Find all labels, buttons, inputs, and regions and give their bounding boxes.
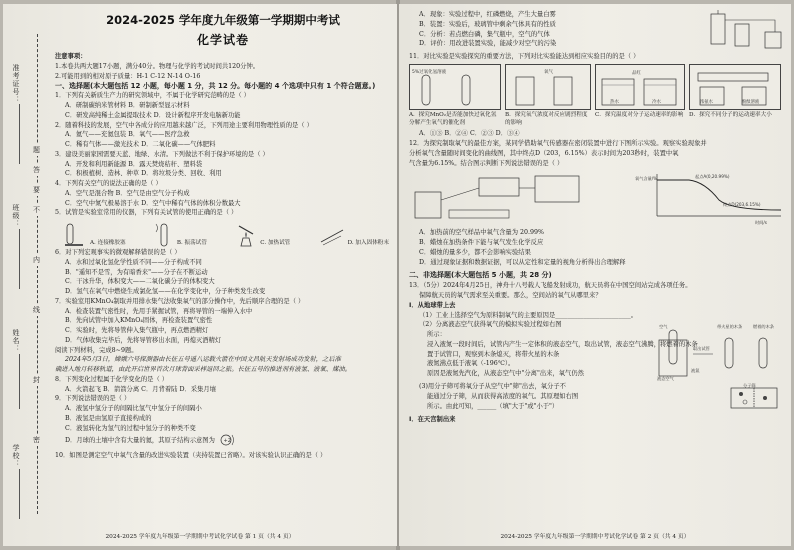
question-line: 分析氧气含量随时间变化的曲线图，其中终点D（203，6.15%）表示时间为203秒时，装置中氧 [409,149,679,157]
option-line: A．液氢中氢分子的间隔比氢气中氢分子的间隔小 [65,405,202,413]
fig-label-hot-water: 热水 [610,99,619,105]
option-line: A．现象：实验过程中，红磷燃烧，产生大量白雾 [419,11,556,18]
q10-options [409,10,699,52]
q10-block [409,10,785,52]
seal-word: 线 [33,306,40,314]
question-line: 浸入液氮一段时间后，试管内产生一定体积的液态空气，取出试管，液态空气沸腾，将燃着的木条 [427,340,698,348]
question-line: 所示。由此可知，______（填"大于"或"小于"） [427,402,559,410]
test-tube-stopper-icon [61,222,87,248]
exam-page-2 [399,4,791,546]
q5-option-b [154,222,207,248]
class-line [19,229,20,289]
apparatus-diagram [705,10,785,52]
option-line: A．研制碳纳米管材料 B．研制新型显示材料 [65,102,190,110]
note-line: 2.可能用到的相对原子质量：H-1 C-12 N-14 O-16 [55,72,201,80]
seal-word: 密 [33,436,40,444]
question-line: 3．建设美丽家园需要天蓝、地绿、水清。下列做法不利于保护环境的是（ ） [55,150,269,158]
q5-option-c [235,222,290,248]
exam-subtitle: 化学试卷 [196,33,249,47]
binding-margin [3,4,51,546]
fig-label-remove-tube: 取出试管 [693,346,710,352]
seal-word: 不 [33,206,40,214]
option-line: C．液氢转化为氢气的过程中氢分子的种类不变 [65,424,196,432]
seal-word: 题 [33,146,40,154]
q5-option-a-label: A. 连接橡胶塞 [90,240,126,247]
option-line: D．氢气在氧气中燃烧生成氯化氢——在化学变化中，分子种类发生改变 [65,288,266,296]
option-line: B．装置：实验后，玻璃管中剩余气体具有的性质 [419,20,556,28]
fig-label-dye: 品红 [632,70,641,76]
reading-intro: 阅读下列材料，完成8~9题。 [55,346,138,354]
option-line: C．稀有气体——激光技术 D．二氧化碳——气体肥料 [65,141,216,149]
subsection-heading: I．从地球带上去 [409,301,456,309]
question-line: 置于试管口，观察到木条熄灭，将带火星的木条 [427,350,560,358]
name-label: 姓名： [12,329,20,353]
fig-label-ember: 带火星的木条 [717,324,743,330]
atom-structure-icon [219,433,241,447]
fig-label-ammonia: 浓氨水 [700,99,713,105]
seal-word: 要 [33,186,40,194]
chart-start-point-label: 起点A(0,20.99%) [695,174,730,180]
q5-figures [55,218,395,248]
option-line: C．分析：若点燃白磷，集气瓶中，空气的气体 [419,30,550,38]
question-line: 液氮沸点低于液氧（-196℃）。 [427,360,515,368]
option-line: A．开发和利用新能源 B．露天焚烧秸秆、塑料袋 [65,160,203,168]
q11-captions [409,112,785,128]
option-line: A．加热前的空气样品中氧气含量为 20.99% [419,229,545,237]
option-line: B．先向试管中加入KMnO₄固体，再检查装置气密性 [65,317,213,325]
question-line: 11．对比实验是实验探究的重要方法，下列对比实验能达到相应实验目的的是（ ） [409,53,640,60]
svg-text:+2: +2 [223,438,231,445]
question-line: 9．下列说法错误的是（ ） [55,395,131,403]
option-line: C．干冰升华，体积变大——二氧化碳分子的体积变大 [65,278,215,286]
option-line: D．气体收集完毕后，先将导管移出水面，再熄灭酒精灯 [65,336,222,344]
option-line: C．实验时，先将导管伸入集气瓶中，再点燃酒精灯 [65,327,209,335]
question-line: (3)用分子筛可将氧分子从空气中"筛"出去，氧分子不 [419,383,566,391]
exam-title: 2024-2025 学年度九年级第一学期期中考试 [106,13,340,27]
question-line: 能通过分子筛，从而获得高浓度的氧气。其原理如右图 [427,393,579,400]
question-line: 5．试管是实验室常用的仪器，下列有关试管的使用正确的是（ ） [55,209,238,217]
ammonia-tube-diagram [690,65,780,109]
alcohol-lamp-icon [235,222,257,248]
class-label: 班级： [12,204,20,228]
peroxide-tubes-diagram [410,65,500,109]
chart-end-point-label: 终点D(203,6.15%) [723,202,761,208]
question-line: 4．下列有关空气的说法正确的是（ ） [55,180,162,188]
fig-label-sieve: 分子筛 [743,383,756,389]
q12-figures [409,170,785,226]
q5-option-a [61,222,126,248]
fig-label-air: 空气 [659,324,668,330]
q11-caption-a: A．探究MnO₂是否能加快过氧化氢分解产生氧气的催化剂 [409,111,497,126]
question-line: 6．对下列宏观事实的微观解释错误的是（ ） [55,249,181,257]
option-line: A．空气是混合物 B．空气是由空气分子构成 [65,189,190,197]
seal-word: 内 [33,256,40,264]
section-2-heading: 二、非选择题(本大题包括 5 小题，共 28 分) [409,271,552,280]
fig-label-flame: 燃着的木条 [753,324,774,330]
option-line: A．水和过氧化氢化学性质不同——分子构成不同 [65,258,202,266]
fig-label-liquid-nitrogen: 液氮 [691,368,700,374]
powder-spoon-icon [319,222,345,248]
seal-word: 封 [33,376,40,384]
question-line: 12．为探究制取氧气的最佳方案，某同学借助氧气传感器在密闭装置中进行下图所示实验。观察实验现象并 [409,140,707,148]
oxygen-bottles-diagram [506,65,590,109]
q5-option-c-label: C. 加热试管 [260,240,291,247]
section-1-heading: 一、选择题(本大题包括 12 小题，每小题 1 分，共 12 分。每小题的 4 个选项中只有 1 个符合题意。) [55,82,376,91]
option-line: B．蜡烛在加热条件下能与氧气发生化学反应 [419,239,544,247]
q11-fig-a [409,64,501,110]
fig-label-peroxide: 5%过氧化氢溶液 [412,69,447,75]
q13-part2 [409,320,785,382]
option-line: C．蜡烛的量多少，都不会影响实验结果 [419,248,531,256]
seal-word: 答 [33,166,40,174]
fig-label-phenol: 酚酞溶液 [742,99,760,105]
page-footer: 2024-2025 学年度九年级第一学期期中考试化学试卷 第 1 页（共 4 页） [105,534,295,540]
option-line: A．火箭起飞 B．箭箭分离 C．月背着陆 D．采集月壤 [65,385,216,393]
q11-figures [409,64,785,110]
school-label: 学校： [12,444,20,468]
liquid-air-diagram [655,320,785,382]
option-line: B．"遥知不是雪，为有暗香来"——分子在不断运动 [65,268,208,276]
fig-label-oxygen: 氧气 [544,69,553,75]
question-line: 原因是液氮先汽化，从液态空气中"分离"出来，氧气仍然 [427,370,584,377]
exam-id-line [19,104,20,164]
q11-fig-d [689,64,781,110]
question-line: 所示： [427,331,446,338]
water-beakers-diagram [596,65,684,109]
option-line: A．氦气——充氦包装 B．氧气——医疗急救 [65,131,190,139]
q5-option-d [319,222,389,248]
fig-label-cold-water: 冷水 [652,99,661,105]
page2-content [409,10,785,425]
chart-xlabel: 时间/s [755,220,767,226]
notes-header: 注意事项： [55,53,87,60]
subsection-heading: I．在天宫制出来 [409,416,456,424]
oxygen-curve-chart [635,170,785,226]
question-line: 8．下列变化过程属于化学变化的是（ ） [55,375,169,383]
q11-caption-c: C．探究温度对分子运动速率的影响 [595,111,684,118]
page-footer: 2024-2025 学年度九年级第一学期期中考试化学试卷 第 2 页（共 4 页） [500,534,690,540]
q11-answer-options: A．①③ B．②④ C．②③ D．③④ [419,130,520,138]
option-line: B．液氢是由氢原子直接构成的 [65,414,152,422]
option-line: A．检查装置气密性时，先用手紧握试管，再将导管的一端伸入水中 [65,307,253,315]
option-line: C．积极植树、造林、种草 D．将垃圾分类、回收、利用 [65,170,222,178]
q11-caption-d: D．探究不同分子的运动速率大小 [689,111,772,118]
q11-fig-c [595,64,685,110]
exam-id-label: 准考证号： [12,64,20,104]
question-line: （1）工业上选择空气为原料制氧气的主要原因是________________________。 [419,311,638,319]
school-line [19,469,20,519]
option-line: D．月球的土壤中含有大量的氦，其原子结构示意图为 [65,436,215,444]
q11-fig-b [505,64,591,110]
name-line [19,354,20,409]
q5-option-d-label: D. 加入固体粉末 [347,240,389,247]
q5-option-b-label: B. 振荡试管 [176,240,207,247]
option-line: D．评价：用改进装置实验，能减少对空气的污染 [419,40,557,48]
q13-part3 [409,382,785,412]
question-line: （2）分离液态空气获得氧气的模拟实验过程如右图 [419,321,562,329]
q13-part3-text [409,382,689,412]
fig-label-liquid-air: 液态空气 [657,376,674,382]
q11-caption-b: B．探究氧气浓度对反应剧烈程度的影响 [505,111,588,126]
molecular-sieve-diagram [725,382,785,412]
page1-content [55,52,395,461]
reading-passage: 确进入地月转移轨道，由此开启世界首次月球背面采样返回之旅。长征五号的推进剂有液氢、液氧、煤油。 [55,366,351,374]
reading-passage: 2024年5月3日，嫦娥六号探测器由长征五号遥八运载火箭在中国文昌航天发射场成功发射，之后准 [65,356,341,364]
option-line: C．空气中氮气极易溶于水 D．空气中稀有气体的体积分数最大 [65,199,241,207]
question-line: 1．下列有关新质生产力的研究领域中，不属于化学研究范畴的是（ ） [55,92,250,100]
note-line: 1.本卷共两大题17小题，满分40分。物理与化学的考试时间共120分钟。 [55,62,260,70]
question-line: 保障航天员的氧气需求至关重要。那么，空间站的氧气从哪里来？ [419,292,602,299]
exam-page-1 [3,4,397,546]
test-tube-shake-icon [154,222,174,248]
sensor-apparatus-diagram [409,170,589,226]
question-line: 7．实验室用KMnO₄制取并用排水集气法收集氧气的部分操作中，先后顺序合理的是（ ） [55,297,305,305]
option-d-row [55,433,395,447]
question-line: 气含量为6.15%。结合图示判断下列说法错误的是（ ） [409,159,564,167]
question-line: 13．（5分）2024年4月25日，神舟十八号载人飞船发射成功，航天员将在中国空间站完成各项任务。 [409,282,692,290]
option-line: D．通过现象证据和数据证据，可以从定性和定量的视角分析得出合理解释 [419,258,626,266]
q13-part2-text [409,320,698,382]
option-line: C．研发高纯稀土金属提取技术 D．设计新程序开发电脑新功能 [65,111,241,119]
question-line: 2．随着科技的发展，空气中各成分的应用越来越广泛，下列用途主要利用物理性质的是（ ） [55,121,313,129]
chart-ylabel: 氧气含量/% [635,176,658,182]
question-line: 10．如图是测定空气中氧气含量的改进实验装置（夹持装置已省略）。对该实验认识正确的是（ ） [55,452,327,460]
